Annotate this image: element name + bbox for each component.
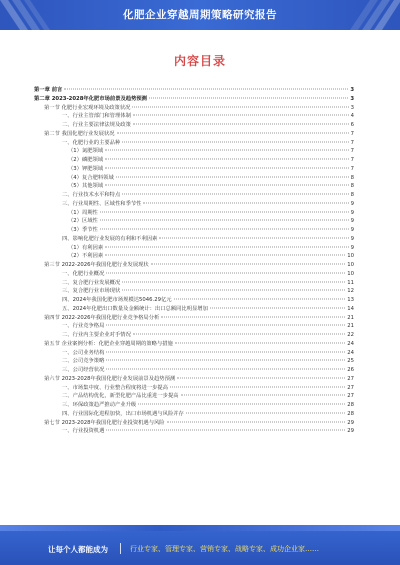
toc-entry[interactable]: [34, 244, 354, 253]
toc-entry[interactable]: [34, 252, 354, 261]
toc-entry[interactable]: [34, 410, 354, 419]
toc-entry-title: 一、化肥行业的主要品种: [62, 139, 121, 146]
toc-entry-title: （5）其他领域: [68, 183, 104, 190]
toc-dot-leader: [106, 430, 345, 431]
toc-dot-leader: [105, 159, 348, 160]
toc-entry-title: 第六节 2023-2028年我国化肥行业发展前景及趋势预测: [44, 375, 176, 382]
toc-dot-leader: [105, 150, 348, 151]
toc-entry-title: 第七节 2023-2028年我国化肥行业投资机遇与风险: [44, 419, 165, 426]
toc-entry-title: （3）季节性: [68, 227, 98, 233]
toc-dot-leader: [106, 360, 345, 361]
toc-dot-leader: [105, 185, 348, 186]
toc-entry-page-number: 9: [350, 227, 354, 233]
toc-entry-page-number: 22: [347, 332, 354, 338]
toc-entry[interactable]: [34, 156, 354, 165]
toc-entry[interactable]: [34, 349, 354, 358]
toc-entry-page-number: 10: [347, 270, 354, 277]
toc-entry-page-number: 28: [347, 402, 354, 408]
toc-entry-title: 四、行业国际化进程加快，出口市场机遇与风险并存: [62, 410, 184, 417]
toc-entry[interactable]: [34, 340, 354, 349]
toc-dot-leader: [132, 106, 348, 107]
toc-entry[interactable]: [34, 112, 354, 121]
toc-entry[interactable]: [34, 226, 354, 235]
toc-entry[interactable]: [34, 139, 354, 148]
toc-dot-leader: [133, 115, 349, 116]
toc-dot-leader: [175, 342, 345, 343]
toc-entry-page-number: 26: [347, 367, 354, 373]
toc-entry-title: 三、行业周期性、区域性和季节性: [62, 200, 142, 207]
toc-dot-leader: [161, 316, 345, 317]
toc-entry[interactable]: [34, 182, 354, 191]
toc-entry[interactable]: [34, 121, 354, 130]
toc-entry[interactable]: [34, 217, 354, 226]
toc-dot-leader: [117, 132, 349, 133]
toc-entry-title: 第一节 化肥行业宏观环境及政策状况: [44, 104, 131, 111]
toc-entry[interactable]: [34, 191, 354, 200]
report-header-bar: [0, 0, 400, 30]
toc-dot-leader: [64, 89, 348, 90]
toc-entry[interactable]: [34, 331, 354, 340]
toc-dot-leader: [105, 246, 348, 247]
toc-entry-page-number: 28: [347, 410, 354, 417]
toc-entry-page-number: 3: [350, 87, 354, 93]
toc-entry[interactable]: [34, 209, 354, 218]
footer-tagline: 行业专家、管理专家、营销专家、战略专家、成功企业家……: [130, 545, 319, 553]
toc-entry-title: 二、行业主要法律法规及政策: [62, 122, 131, 128]
toc-entry-page-number: 9: [350, 244, 354, 251]
report-title: 化肥企业穿越周期策略研究报告: [123, 9, 277, 21]
toc-entry-page-number: 13: [347, 297, 354, 303]
toc-entry-title: （2）磷肥领域: [68, 157, 104, 163]
toc-entry-title: 二、复合肥行业发展概况: [62, 279, 121, 286]
toc-entry-page-number: 9: [350, 200, 354, 207]
toc-entry-page-number: 24: [347, 349, 354, 356]
toc-entry-title: （1）周期性: [68, 209, 98, 216]
toc-entry-page-number: 7: [350, 165, 354, 172]
toc-entry[interactable]: [34, 305, 354, 314]
toc-entry-title: 二、产品结构优化，新型化肥产品比重进一步提高: [62, 393, 179, 400]
toc-entry[interactable]: [34, 322, 354, 331]
toc-entry[interactable]: [34, 95, 354, 104]
toc-entry-page-number: 6: [350, 122, 354, 128]
toc-entry-title: 一、市场集中度、行业整合程度将进一步提高: [62, 384, 168, 391]
toc-entry[interactable]: [34, 392, 354, 401]
toc-entry[interactable]: [34, 130, 354, 139]
toc-entry[interactable]: [34, 165, 354, 174]
toc-entry[interactable]: [34, 104, 354, 113]
toc-dot-leader: [100, 220, 349, 221]
toc-entry-page-number: 4: [350, 113, 354, 120]
toc-entry-page-number: 9: [350, 235, 354, 242]
toc-dot-leader: [122, 141, 348, 142]
toc-entry-page-number: 29: [347, 428, 354, 435]
toc-entry[interactable]: [34, 279, 354, 288]
toc-entry-title: 一、行业投资机遇: [62, 428, 105, 435]
toc-entry-title: （3）钾肥领域: [68, 165, 104, 172]
toc-entry-title: 第二章 2023-2028年化肥市场前景及趋势预测: [34, 95, 147, 102]
toc-heading: 内容目录: [173, 54, 226, 68]
toc-dot-leader: [138, 404, 345, 405]
toc-entry[interactable]: [34, 357, 354, 366]
toc-entry-page-number: 9: [350, 218, 354, 225]
toc-entry[interactable]: [34, 384, 354, 393]
toc-entry-page-number: 21: [347, 314, 354, 321]
toc-entry-page-number: 7: [350, 148, 354, 155]
toc-entry-title: 二、行业内主要企业对手情况: [62, 332, 131, 338]
toc-dot-leader: [100, 229, 349, 230]
toc-dot-leader: [133, 124, 349, 125]
toc-entry-title: 五、2024年化肥出口数量及金额统计：出口总额同比明显增加: [62, 305, 208, 312]
toc-entry-page-number: 3: [350, 95, 354, 102]
toc-entry[interactable]: [34, 261, 354, 270]
toc-dot-leader: [133, 334, 345, 335]
toc-entry-title: 三、公司经营状况: [62, 367, 105, 373]
toc-dot-leader: [167, 421, 346, 422]
toc-entry-page-number: 7: [350, 157, 354, 163]
toc-entry-page-number: 29: [347, 419, 354, 426]
toc-entry-title: 一、行业竞争格局: [62, 323, 105, 330]
toc-entry-page-number: 10: [347, 253, 354, 260]
toc-entry-title: （2）不利因素: [68, 253, 104, 260]
toc-entry-title: 第三节 2022-2026年我国化肥行业发展现状: [44, 262, 149, 268]
toc-entry-title: 一、公司业务结构: [62, 349, 105, 356]
toc-entry[interactable]: [34, 200, 354, 209]
toc-entry[interactable]: [34, 147, 354, 156]
toc-entry-page-number: 27: [347, 393, 354, 400]
toc-entry-page-number: 7: [350, 130, 354, 137]
toc-dot-leader: [122, 194, 348, 195]
toc-entry-title: 四、2024年我国化肥市场规模达5046.29亿元: [62, 297, 172, 303]
toc-entry-title: 第一章 前言: [34, 87, 63, 93]
toc-entry-title: （1）有利因素: [68, 244, 104, 251]
toc-entry-title: 三、环保政策趋严推动产业升级: [62, 402, 137, 408]
toc-entry-title: （1）氮肥领域: [68, 148, 104, 155]
toc-dot-leader: [151, 264, 346, 265]
toc-entry-page-number: 14: [347, 305, 354, 312]
toc-dot-leader: [105, 167, 348, 168]
toc-entry-title: 第二节 我国化肥行业发展状况: [44, 130, 115, 137]
toc-entry-page-number: 25: [347, 358, 354, 365]
toc-entry[interactable]: [34, 296, 354, 305]
toc-dot-leader: [174, 299, 346, 300]
toc-dot-leader: [159, 237, 348, 238]
toc-entry-page-number: 12: [347, 288, 354, 295]
toc-dot-leader: [106, 272, 345, 273]
toc-entry-title: 第四节 2022-2026年我国化肥行业竞争格局分析: [44, 314, 160, 321]
toc-entry-page-number: 27: [347, 375, 354, 382]
toc-dot-leader: [100, 211, 349, 212]
toc-entry-title: 一、行业主管部门和管理体制: [62, 113, 131, 120]
toc-entry-page-number: 21: [347, 323, 354, 330]
toc-entry-title: （4）复合肥料领域: [68, 174, 114, 181]
toc-dot-leader: [177, 377, 345, 378]
toc-dot-leader: [149, 97, 348, 98]
toc-entry-page-number: 8: [350, 192, 354, 198]
toc-entry-page-number: 8: [350, 174, 354, 181]
toc-entry-page-number: 27: [347, 384, 354, 391]
toc-entry[interactable]: [34, 314, 354, 323]
toc-entry-page-number: 10: [347, 262, 354, 268]
toc-entry[interactable]: [34, 419, 354, 428]
toc-dot-leader: [143, 202, 348, 203]
toc-entry-title: 第五节 企业案例分析：化肥企业穿越周期的策略与措施: [44, 340, 173, 347]
toc-entry-page-number: 3: [350, 104, 354, 111]
toc-entry-title: 三、复合肥行业市场现状: [62, 288, 121, 295]
toc-entry-page-number: 11: [347, 279, 354, 286]
toc-dot-leader: [122, 290, 345, 291]
toc-dot-leader: [106, 351, 345, 352]
toc-dot-leader: [181, 395, 346, 396]
toc-entry[interactable]: [34, 287, 354, 296]
toc-entry[interactable]: [34, 427, 354, 436]
toc-dot-leader: [210, 307, 345, 308]
toc-entry[interactable]: [34, 235, 354, 244]
toc-entry-title: 二、公司竞争策略: [62, 358, 105, 365]
toc-dot-leader: [105, 255, 345, 256]
toc-entry[interactable]: [34, 86, 354, 95]
toc-entry-title: 一、化肥行业概况: [62, 270, 105, 277]
toc-entry[interactable]: [34, 401, 354, 410]
toc-entry-page-number: 8: [350, 183, 354, 190]
toc-entry-title: （2）区域性: [68, 218, 98, 225]
toc-entry-page-number: 9: [350, 209, 354, 216]
toc-dot-leader: [186, 412, 345, 413]
toc-entry[interactable]: [34, 174, 354, 183]
toc-entry-title: 四、影响化肥行业发展的有利和不利因素: [62, 235, 158, 242]
toc-entry-page-number: 24: [347, 340, 354, 347]
toc-entry-title: 二、行业技术水平和特点: [62, 192, 121, 198]
toc-dot-leader: [116, 176, 349, 177]
toc-entry[interactable]: [34, 270, 354, 279]
footer-slogan: 让每个人都能成为: [48, 545, 108, 554]
table-of-contents: [34, 86, 354, 436]
toc-dot-leader: [106, 325, 345, 326]
toc-entry-page-number: 7: [350, 139, 354, 146]
toc-dot-leader: [170, 386, 345, 387]
toc-dot-leader: [106, 369, 345, 370]
toc-dot-leader: [122, 281, 345, 282]
footer-divider: [120, 543, 121, 554]
toc-entry[interactable]: [34, 375, 354, 384]
toc-entry[interactable]: [34, 366, 354, 375]
